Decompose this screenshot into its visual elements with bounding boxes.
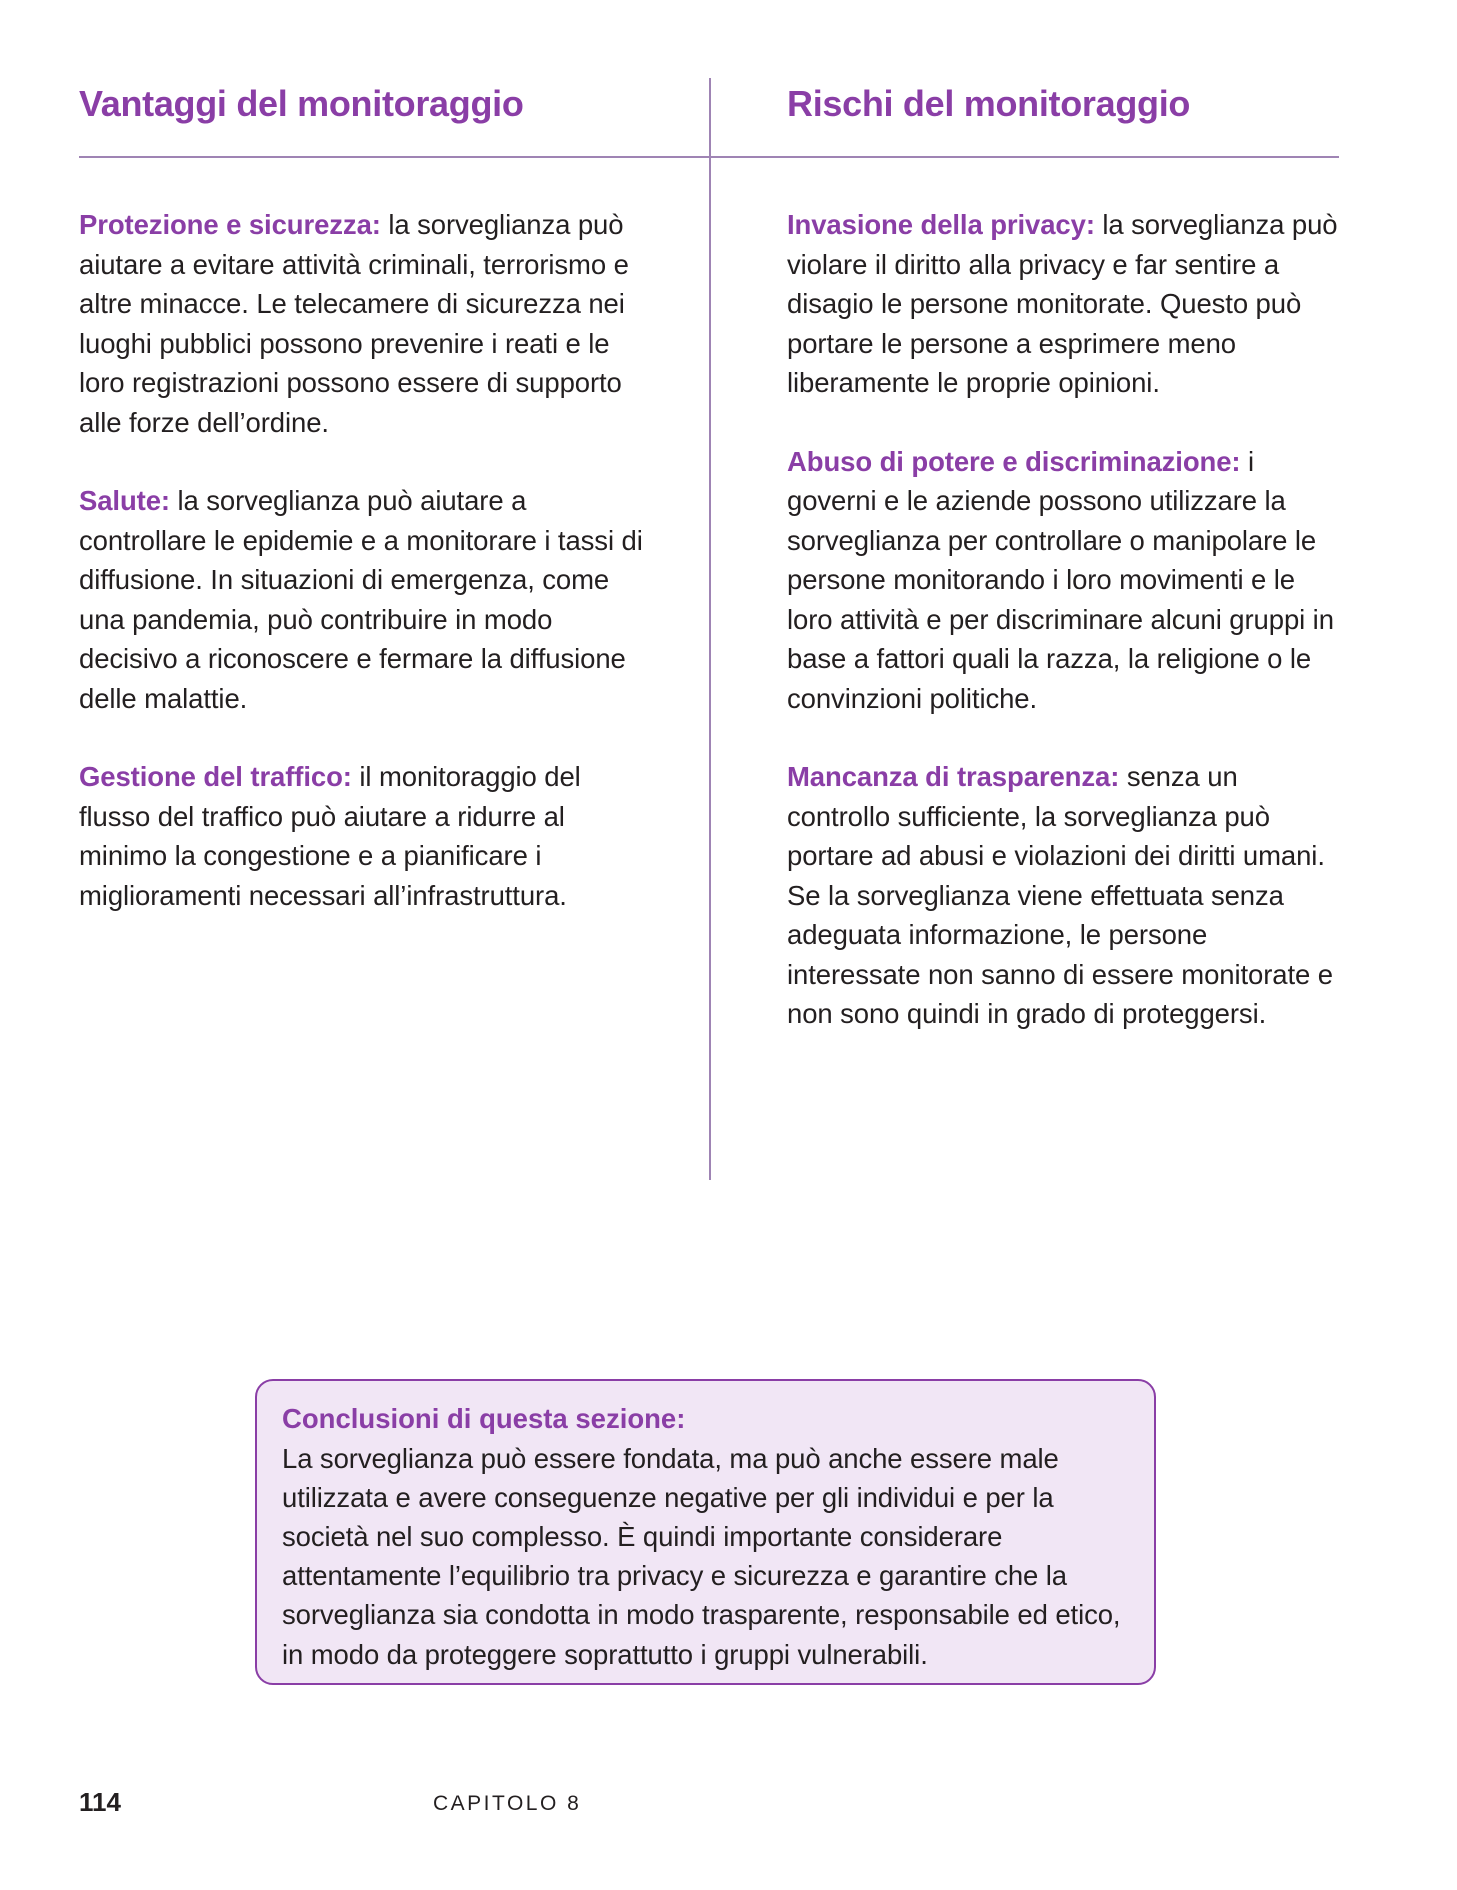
entry-text: senza un controllo sufficiente, la sorveglianza può portare ad abusi e violazioni dei diritti umani. Se la sorveglianza viene effettuata senza adeguata informazione, le persone interessate non sanno di essere monitorate e non sono quindi in grado di proteggersi. [787, 761, 1333, 1029]
entry-text: la sorveglianza può aiutare a controllare le epidemie e a monitorare i tassi di diffusione. In situazioni di emergenza, come una pandemia, può contribuire in modo decisivo a riconoscere e fermare la diffusione delle malattie. [79, 485, 643, 714]
entry-text: la sorveglianza può violare il diritto alla privacy e far sentire a disagio le persone monitorate. Questo può portare le persone a esprimere meno liberamente le proprie opinioni. [787, 209, 1338, 398]
entry-text: i governi e le aziende possono utilizzare la sorveglianza per controllare o manipolare le persone monitorando i loro movimenti e le loro attività e per discriminare alcuni gruppi in base a fattori quali la razza, la religione o le convinzioni politiche. [787, 445, 1334, 714]
conclusion-title: Conclusioni di questa sezione: [282, 1403, 686, 1434]
risk-privacy [787, 205, 1347, 403]
chapter-label: CAPITOLO 8 [433, 1792, 582, 1815]
advantage-protection [79, 205, 649, 442]
advantages-column [79, 76, 639, 132]
entry-text: la sorveglianza può aiutare a evitare attività criminali, terrorismo e altre minacce. Le telecamere di sicurezza nei luoghi pubblici possono prevenire i reati e le loro registrazioni possono essere di supporto alle forze dell’ordine. [79, 209, 629, 438]
advantages-title: Vantaggi del monitoraggio [79, 83, 524, 124]
entry-lead: Gestione del traffico: [79, 761, 352, 792]
header-rule-right [709, 156, 1339, 158]
entry-lead: Mancanza di trasparenza: [787, 761, 1120, 792]
advantage-health [79, 481, 649, 718]
column-divider [709, 78, 711, 1180]
risks-column [787, 76, 1347, 132]
advantage-traffic [79, 757, 649, 915]
risks-title: Rischi del monitoraggio [787, 83, 1191, 124]
conclusion-text: La sorveglianza può essere fondata, ma può anche essere male utilizzata e avere conseguenze negative per gli individui e per la società nel suo complesso. È quindi importante considerare attentamente l’equilibrio tra privacy e sicurezza e garantire che la sorveglianza sia condotta in modo trasparente, responsabile ed etico, in modo da proteggere soprattutto i gruppi vulnerabili. [282, 1442, 1121, 1670]
advantages-list [79, 205, 649, 954]
page-number: 114 [79, 1787, 121, 1817]
risk-transparency [787, 757, 1347, 1034]
entry-text: il monitoraggio del flusso del traffico può aiutare a ridurre al minimo la congestione e a pianificare i miglioramenti necessari all’infrastruttura. [79, 761, 581, 911]
risks-list [787, 205, 1347, 1073]
header-rule-left [79, 156, 709, 158]
entry-lead: Invasione della privacy: [787, 209, 1095, 240]
entry-lead: Salute: [79, 485, 170, 516]
entry-lead: Protezione e sicurezza: [79, 209, 381, 240]
conclusion-box [255, 1379, 1156, 1685]
entry-lead: Abuso di potere e discriminazione: [787, 445, 1241, 477]
risk-abuse [787, 442, 1347, 719]
